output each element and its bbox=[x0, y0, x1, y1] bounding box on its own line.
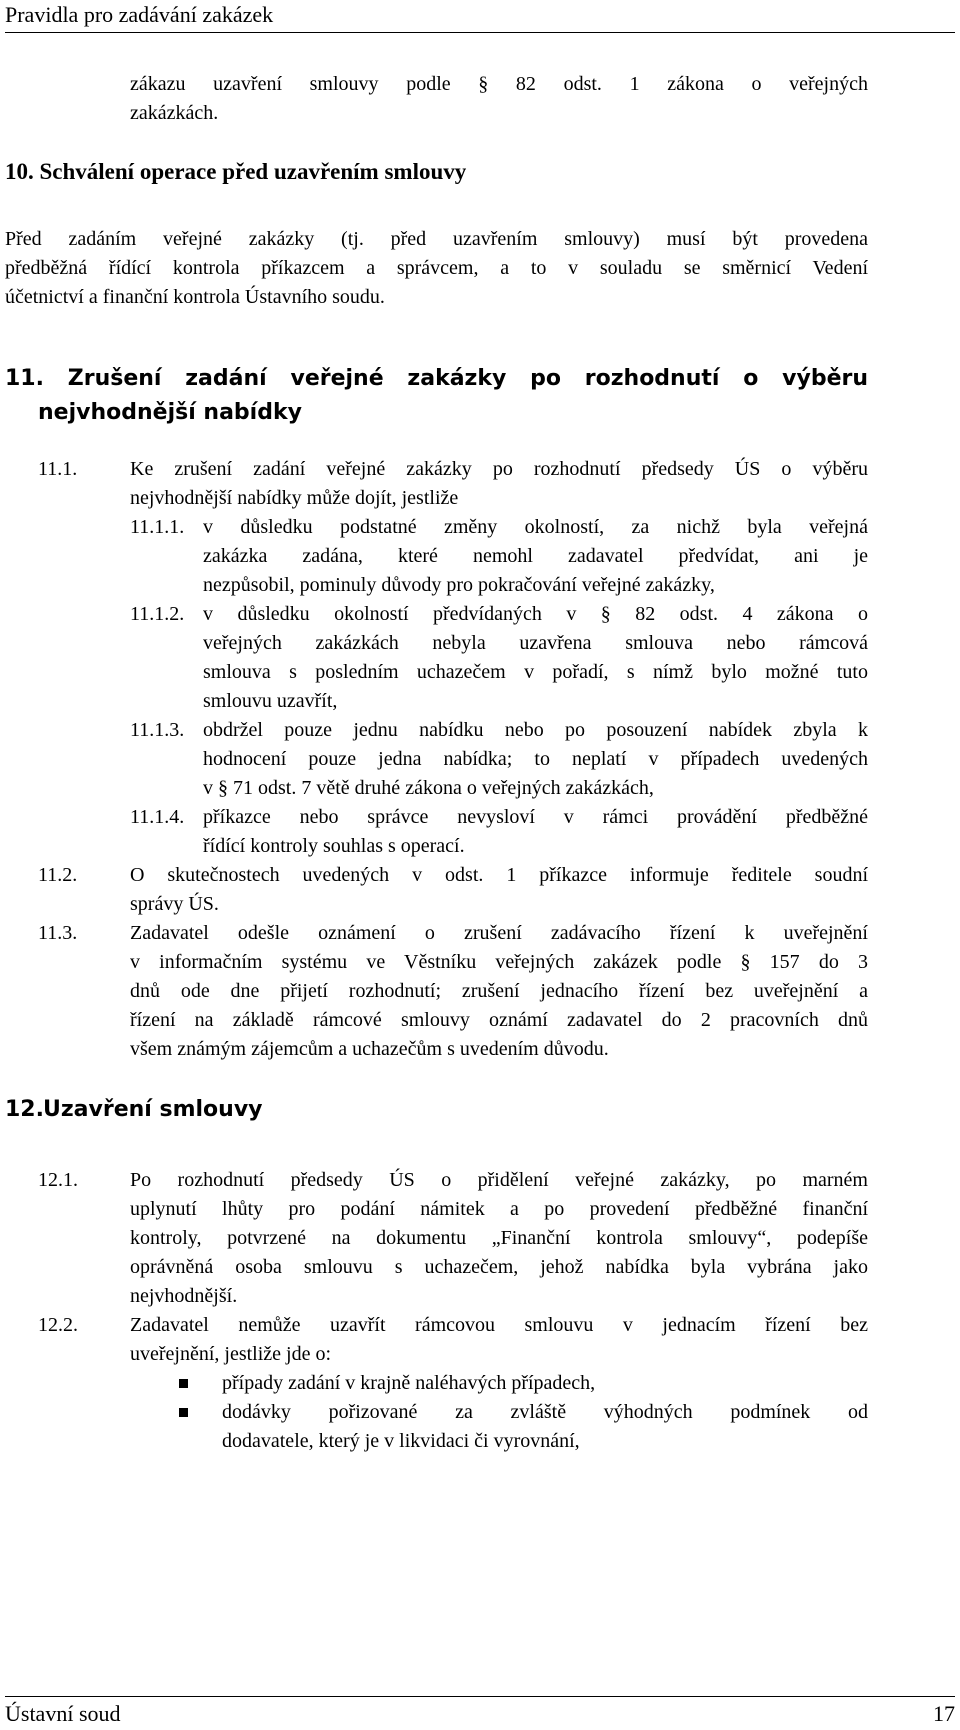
item-11-1-number: 11.1. bbox=[38, 458, 78, 480]
item-11-1-4-number: 11.1.4. bbox=[130, 806, 185, 828]
item-11-3-line-5: všem známým zájemcům a uchazečům s uvedením důvodu. bbox=[130, 1038, 609, 1060]
item-11-1-1-number: 11.1.1. bbox=[130, 516, 185, 538]
bullet-item-1: případy zadání v krajně naléhavých případech, bbox=[222, 1372, 596, 1394]
item-11-1-3-number: 11.1.3. bbox=[130, 719, 185, 741]
bullet-item-2-line-2: dodavatele, který je v likvidaci či vyrovnání, bbox=[222, 1430, 580, 1452]
section-10-heading: 10. Schválení operace před uzavřením smlouvy bbox=[5, 159, 467, 184]
section-12-heading-number: 12. bbox=[5, 1097, 44, 1122]
item-11-1-2-line-2: veřejných zakázkách nebyla uzavřena smlouva nebo rámcová bbox=[203, 632, 868, 654]
item-11-1-2-line-4: smlouvu uzavřít, bbox=[203, 690, 338, 712]
item-11-1-2-line-3: smlouva s posledním uchazečem v pořadí, s nímž bylo možné tuto bbox=[203, 661, 868, 683]
item-12-1-line-2: uplynutí lhůty pro podání námitek a po provedení předběžné finanční bbox=[130, 1198, 868, 1220]
item-11-1-2-number: 11.1.2. bbox=[130, 603, 185, 625]
section-11-heading-line-1: 11. Zrušení zadání veřejné zakázky po rozhodnutí o výběru bbox=[5, 366, 868, 391]
item-11-3-line-2: v informačním systému ve Věstníku veřejných zakázek podle § 157 do 3 bbox=[130, 951, 868, 973]
section-12-heading-text: Uzavření smlouvy bbox=[43, 1097, 263, 1122]
page-header bbox=[5, 0, 955, 33]
item-12-1-line-1: Po rozhodnutí předsedy ÚS o přidělení veřejné zakázky, po marném bbox=[130, 1169, 868, 1191]
item-11-3-line-1: Zadavatel odešle oznámení o zrušení zadávacího řízení k uveřejnění bbox=[130, 922, 868, 944]
bullet-item-2-line-1: dodávky pořizované za zvláště výhodných podmínek od bbox=[222, 1401, 868, 1423]
item-12-2-number: 12.2. bbox=[38, 1314, 78, 1336]
item-11-1-line-1: Ke zrušení zadání veřejné zakázky po rozhodnutí předsedy ÚS o výběru bbox=[130, 458, 868, 480]
item-11-1-3-line-1: obdržel pouze jednu nabídku nebo po posouzení nabídek zbyla k bbox=[203, 719, 868, 741]
item-12-1-line-3: kontroly, potvrzené na dokumentu „Finanční kontrola smlouvy“, podepíše bbox=[130, 1227, 868, 1249]
item-11-2-line-1: O skutečnostech uvedených v odst. 1 příkazce informuje ředitele soudní bbox=[130, 864, 868, 886]
item-11-1-1-line-2: zakázka zadána, které nemohl zadavatel předvídat, ani je bbox=[203, 545, 868, 567]
item-11-2-number: 11.2. bbox=[38, 864, 78, 886]
item-11-1-4-line-2: řídící kontroly souhlas s operací. bbox=[203, 835, 465, 857]
item-11-1-3-line-2: hodnocení pouze jedna nabídka; to neplatí v případech uvedených bbox=[203, 748, 868, 770]
page-footer bbox=[5, 1696, 955, 1729]
item-11-1-4-line-1: příkazce nebo správce nevysloví v rámci provádění předběžné bbox=[203, 806, 868, 828]
item-11-3-line-4: řízení na základě rámcové smlouvy oznámí zadavatel do 2 pracovních dnů bbox=[130, 1009, 868, 1031]
item-11-3-number: 11.3. bbox=[38, 922, 78, 944]
section-10-para-line-2: předběžná řídící kontrola příkazcem a správcem, a to v souladu se směrnicí Vedení bbox=[5, 257, 868, 279]
header-title: Pravidla pro zadávání zakázek bbox=[5, 2, 274, 27]
page-number: 17 bbox=[933, 1701, 955, 1726]
item-11-1-line-2: nejvhodnější nabídky může dojít, jestliže bbox=[130, 487, 459, 509]
item-12-1-line-4: oprávněná osoba smlouvu s uchazečem, jehož nabídka byla vybrána jako bbox=[130, 1256, 868, 1278]
item-11-1-3-line-3: v § 71 odst. 7 větě druhé zákona o veřejných zakázkách, bbox=[203, 777, 654, 799]
item-12-1-number: 12.1. bbox=[38, 1169, 78, 1191]
square-bullet-icon bbox=[179, 1408, 188, 1417]
item-11-2-line-2: správy ÚS. bbox=[130, 893, 219, 915]
item-12-1-line-5: nejvhodnější. bbox=[130, 1285, 238, 1307]
item-11-1-2-line-1: v důsledku okolností předvídaných v § 82 odst. 4 zákona o bbox=[203, 603, 868, 625]
continuation-line-1: zákazu uzavření smlouvy podle § 82 odst. 1 zákona o veřejných bbox=[130, 73, 868, 95]
section-10-para-line-3: účetnictví a finanční kontrola Ústavního soudu. bbox=[5, 286, 385, 308]
square-bullet-icon bbox=[179, 1379, 188, 1388]
item-11-1-1-line-1: v důsledku podstatné změny okolností, za nichž byla veřejná bbox=[203, 516, 868, 538]
section-11-heading-line-2: nejvhodnější nabídky bbox=[38, 400, 302, 425]
item-11-3-line-3: dnů ode dne přijetí rozhodnutí; zrušení jednacího řízení bez uveřejnění a bbox=[130, 980, 868, 1002]
item-11-1-1-line-3: nezpůsobil, pominuly důvody pro pokračování veřejné zakázky, bbox=[203, 574, 715, 596]
footer-left: Ústavní soud bbox=[5, 1701, 121, 1726]
item-12-2-line-2: uveřejnění, jestliže jde o: bbox=[130, 1343, 332, 1365]
section-10-para-line-1: Před zadáním veřejné zakázky (tj. před uzavřením smlouvy) musí být provedena bbox=[5, 228, 868, 250]
continuation-line-2: zakázkách. bbox=[130, 102, 219, 124]
item-12-2-line-1: Zadavatel nemůže uzavřít rámcovou smlouvu v jednacím řízení bez bbox=[130, 1314, 868, 1336]
